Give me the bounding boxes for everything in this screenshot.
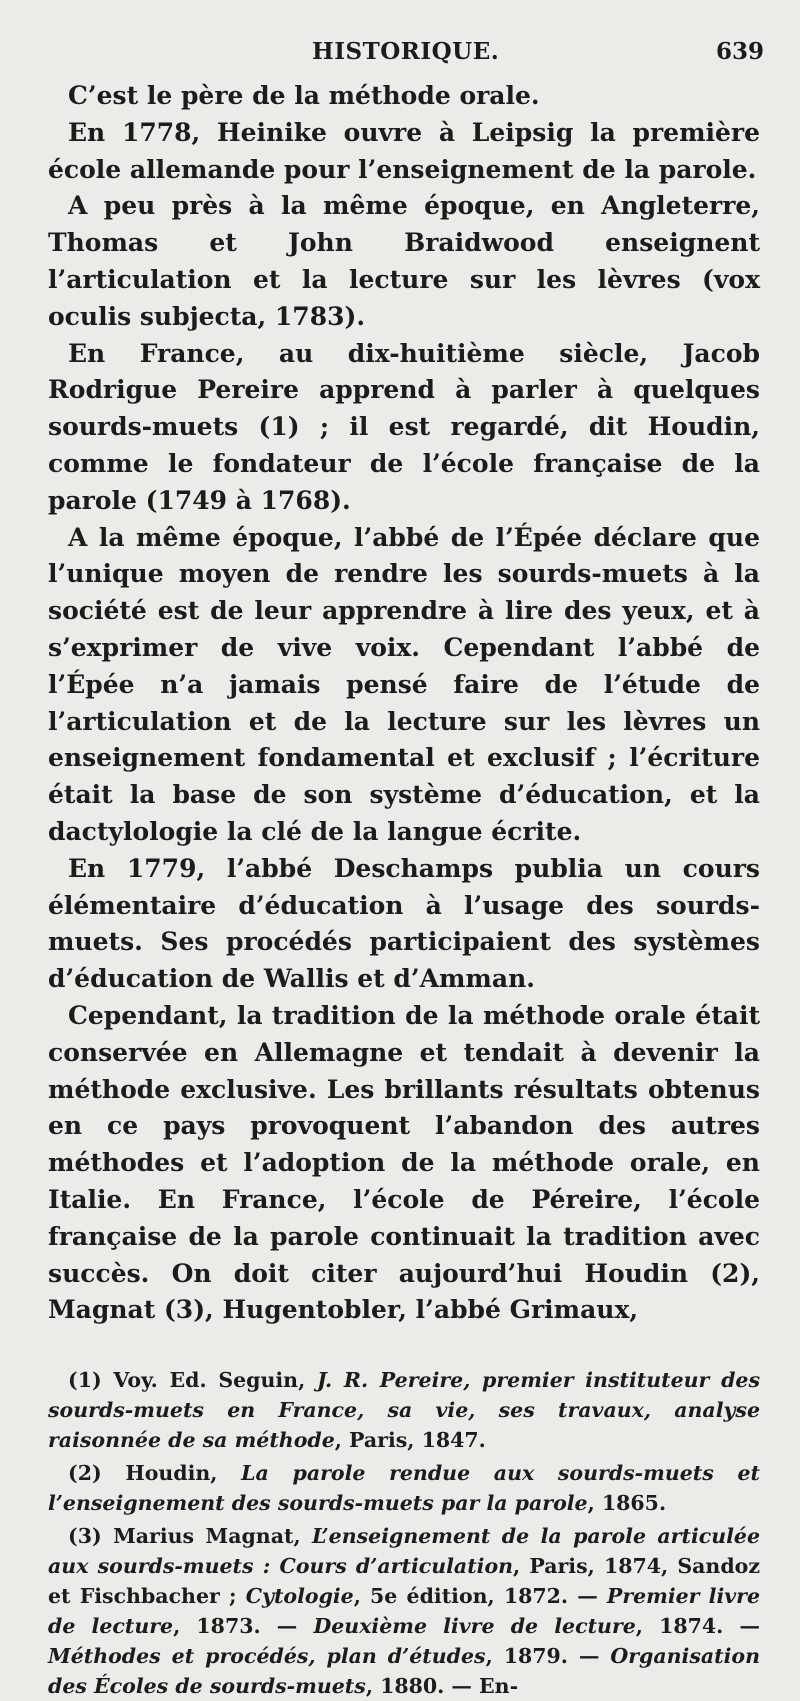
page-header bbox=[48, 30, 764, 78]
running-title: HISTORIQUE. bbox=[312, 38, 500, 65]
footnote-text: , 5e édition, 1872. — bbox=[353, 1584, 607, 1609]
footnote-1 bbox=[48, 1365, 760, 1455]
footnote-text: , 1873. — bbox=[173, 1614, 314, 1639]
footnote-text: , Paris, 1847. bbox=[334, 1428, 486, 1453]
footnote-text: (1) Voy. Ed. Seguin, bbox=[68, 1368, 317, 1393]
footnote-text: , Paris, 1874, Sandoz et Fischbacher ; bbox=[48, 1554, 760, 1609]
paragraph: Cependant, la tradition de la méthode orale était conservée en Allemagne et tendait à devenir la méthode exclusive. Les brillants résultats obtenus en ce pays provoquent l’abandon des autres méthodes et l’adoption de la méthode orale, en Italie. En France, l’école de Péreire, l’école française de la parole continuait la tradition avec succès. On doit citer aujourd’hui Houdin (2), Magnat (3), Hugentobler, l’abbé Grimaux, bbox=[48, 1000, 760, 1325]
footnote-text: , 1865. bbox=[587, 1491, 667, 1516]
footnote-title: Organisation des Écoles de sourds-muets bbox=[48, 1644, 760, 1699]
page-number: 639 bbox=[715, 38, 764, 65]
footnote-text: , 1880. — En- bbox=[365, 1674, 519, 1699]
footnote-3 bbox=[48, 1521, 760, 1701]
paragraph: En 1779, l’abbé Deschamps publia un cours élémentaire d’éducation à l’usage des sourds-muets. Ses procédés participaient des systèmes d’éducation de Wallis et d’Amman. bbox=[48, 853, 760, 994]
footnote-title: Premier livre de lecture bbox=[48, 1584, 760, 1639]
footnote-text: (3) Marius Magnat, bbox=[68, 1524, 313, 1549]
footnote-title: Cytologie bbox=[245, 1584, 354, 1609]
footnote-text: , 1874. — bbox=[635, 1614, 760, 1639]
paragraph: C’est le père de la méthode orale. bbox=[68, 81, 540, 110]
paragraph: A la même époque, l’abbé de l’Épée déclare que l’unique moyen de rendre les sourds-muets à la société est de leur apprendre à lire des yeux, et à s’exprimer de vive voix. Cependant l’abbé de l’Épée n’a jamais pensé faire de l’étude de l’articulation et de la lecture sur les lèvres un enseignement fondamental et exclusif ; l’écriture était la base de son système d’éducation, et la dactylologie la clé de la langue écrite. bbox=[48, 522, 760, 846]
footnote-title: Deuxième livre de lecture bbox=[313, 1614, 636, 1639]
paragraph: En 1778, Heinike ouvre à Leipsig la première école allemande pour l’enseignement de la parole. bbox=[48, 117, 760, 184]
body-text bbox=[48, 78, 760, 1329]
footnote-title: Méthodes et procédés, plan d’études bbox=[48, 1644, 486, 1669]
paragraph: En France, au dix-huitième siècle, Jacob Rodrigue Pereire apprend à parler à quelques sourds-muets (1) ; il est regardé, dit Houdin, comme le fondateur de l’école française de la parole (1749 à 1768). bbox=[48, 338, 760, 515]
footnote-title: L’enseignement de la parole articulée aux sourds-muets : Cours d’articulation bbox=[48, 1524, 760, 1579]
footnote-text: , 1879. — bbox=[485, 1644, 611, 1669]
footnote-title: La parole rendue aux sourds-muets et l’enseignement des sourds-muets par la parole bbox=[48, 1461, 760, 1516]
paragraph: A peu près à la même époque, en Angleterre, Thomas et John Braidwood enseignent l’articulation et la lecture sur les lèvres (vox oculis subjecta, 1783). bbox=[48, 191, 760, 331]
footnotes bbox=[48, 1365, 760, 1701]
footnote-title: J. R. Pereire, premier instituteur des sourds-muets en France, sa vie, ses travaux, analyse raisonnée de sa méthode bbox=[48, 1368, 760, 1453]
footnote-2 bbox=[48, 1458, 760, 1518]
footnote-text: (2) Houdin, bbox=[68, 1461, 242, 1486]
